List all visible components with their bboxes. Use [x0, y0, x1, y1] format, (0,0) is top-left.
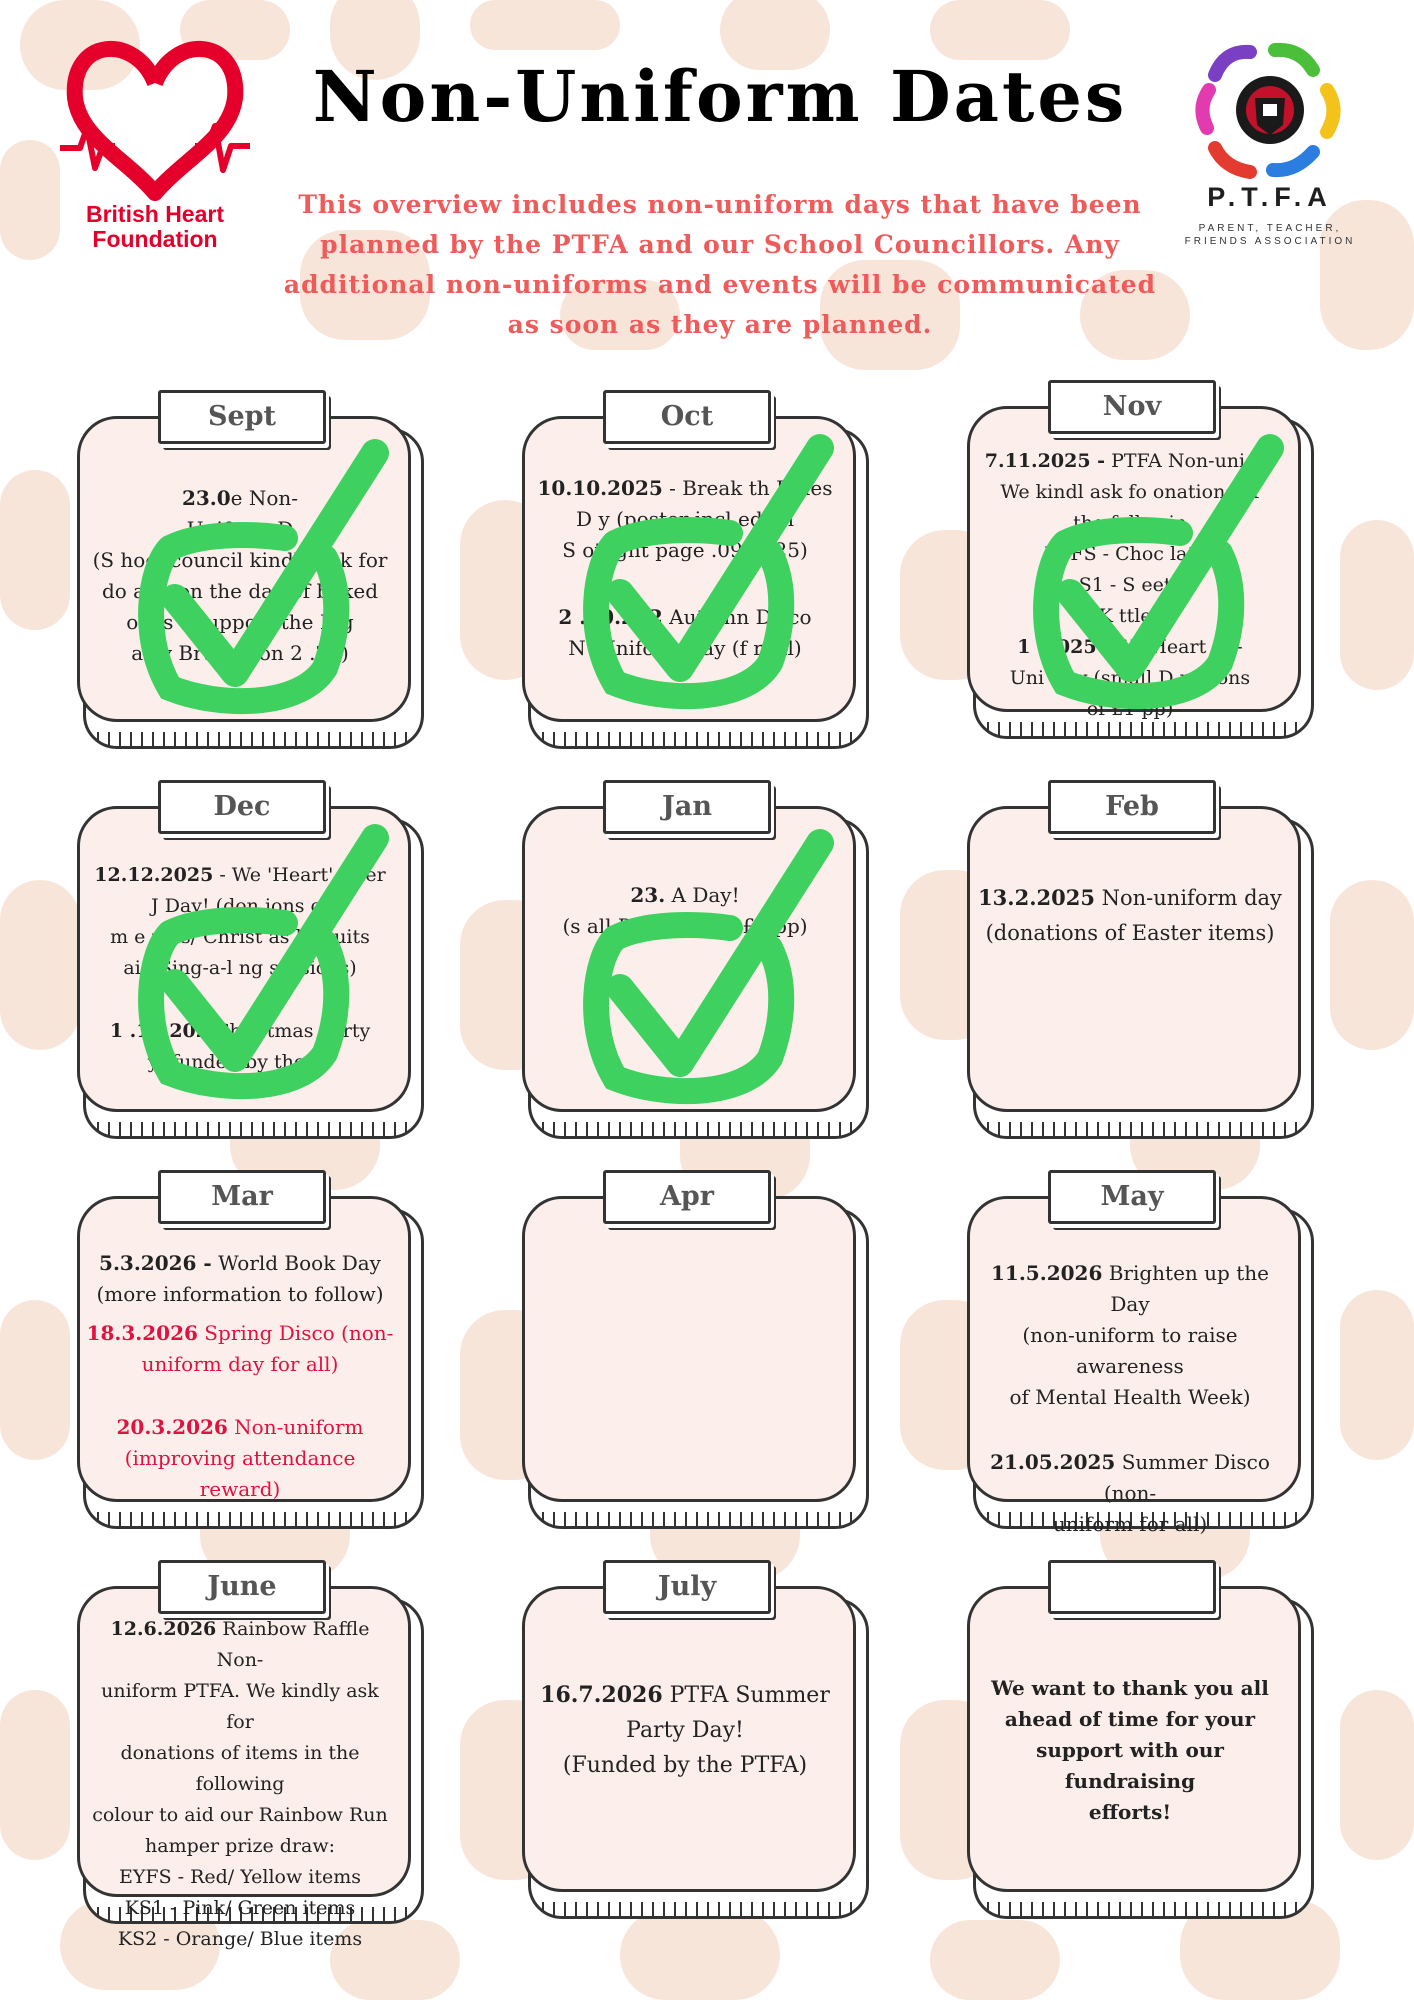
month-label: Apr	[659, 1181, 715, 1212]
month-label: May	[1100, 1181, 1164, 1212]
page-title: Non-Uniform Dates	[312, 55, 1128, 138]
ptfa-subtitle: PARENT, TEACHER, FRIENDS ASSOCIATION	[1184, 223, 1356, 247]
month-label: July	[657, 1571, 717, 1602]
month-card-mar	[75, 1181, 425, 1528]
month-content: 10.10.2025 - Break th Rules D y (poster incl ed on S otlight page .09.2025) 2 .10.202 Autumn Disco N -Uniform day (f r all)	[537, 476, 833, 660]
month-card-apr	[520, 1181, 870, 1528]
bhf-name: British Heart Foundation	[85, 201, 225, 252]
month-label: Nov	[1102, 391, 1162, 422]
intro-text: This overview includes non-uniform days that have been planned by the PTFA and our School Councillors. Any additional non-uniforms and events will be communicated as soon as they are planned.	[283, 190, 1157, 339]
month-label: Oct	[660, 401, 714, 432]
month-card-dec	[75, 791, 425, 1138]
blank-tab	[1048, 1560, 1216, 1614]
ptfa-title: P.T.F.A	[1207, 182, 1333, 212]
month-label: Jan	[662, 791, 712, 822]
month-card-feb	[965, 791, 1315, 1138]
month-content: 23. A Day! (s all Donation of £1 pp)	[562, 883, 808, 938]
month-content: 16.7.2026 PTFA Summer Party Day! (Funded by the PTFA)	[540, 1682, 830, 1778]
ptfa-logo	[1195, 40, 1345, 180]
month-content: 7.11.2025 - PTFA Non-uni m. We kindl ask fo onations of the followin EYFS - Choc lates S1 - S eets K ttles 1 .2025 - We Heart m - Uni Day (small D nations of £1 pp)	[984, 450, 1276, 720]
month-card-sept	[75, 401, 425, 748]
month-label: Mar	[211, 1181, 273, 1212]
month-label: June	[207, 1571, 277, 1602]
month-card-nov	[965, 391, 1315, 738]
month-label: Sept	[207, 401, 277, 432]
month-content: 13.2.2025 Non-uniform day (donations of Easter items)	[978, 885, 1282, 945]
month-label: Dec	[213, 791, 271, 822]
thanks-card	[965, 1578, 1315, 1918]
month-label: Feb	[1105, 791, 1159, 822]
thanks-message: We want to thank you all ahead of time for your support with our fundraising efforts!	[991, 1676, 1269, 1824]
month-card-oct	[520, 401, 870, 748]
month-content: 12.12.2025 - We 'Heart' inter J Day! (don ions of m e pies/ Christ as biscuits aid Sing-a-l ng sessions) 1 .12.202 Christmas Party y (funded by the A)	[94, 864, 386, 1073]
month-content: 23.0e Non- Uniform D (S hool council kindly ask for do atio on the day of baked oods to upport the Big arty Brunch on 2 .25)	[92, 486, 388, 665]
month-content: 5.3.2026 - World Book Day (more information to follow) 18.3.2026 Spring Disco (non- uniform day for all) 20.3.2026 Non-uniform (improving attendance reward)	[86, 1251, 394, 1501]
month-card-jan	[520, 791, 870, 1138]
month-card-june	[75, 1571, 425, 1950]
month-card-july	[520, 1571, 870, 1918]
month-content: 11.5.2026 Brighten up the Day (non-uniform to raise awareness of Mental Health Week) 21.05.2025 Summer Disco (non- uniform for all)	[990, 1261, 1270, 1536]
month-card-may	[965, 1181, 1315, 1536]
month-content: 12.6.2026 Rainbow Raffle Non- uniform PTFA. We kindly ask for donations of items in the following colour to aid our Rainbow Run hamper prize draw: EYFS - Red/ Yellow items KS1 - Pink/ Green items KS2 - Orange/ Blue items	[92, 1618, 388, 1950]
